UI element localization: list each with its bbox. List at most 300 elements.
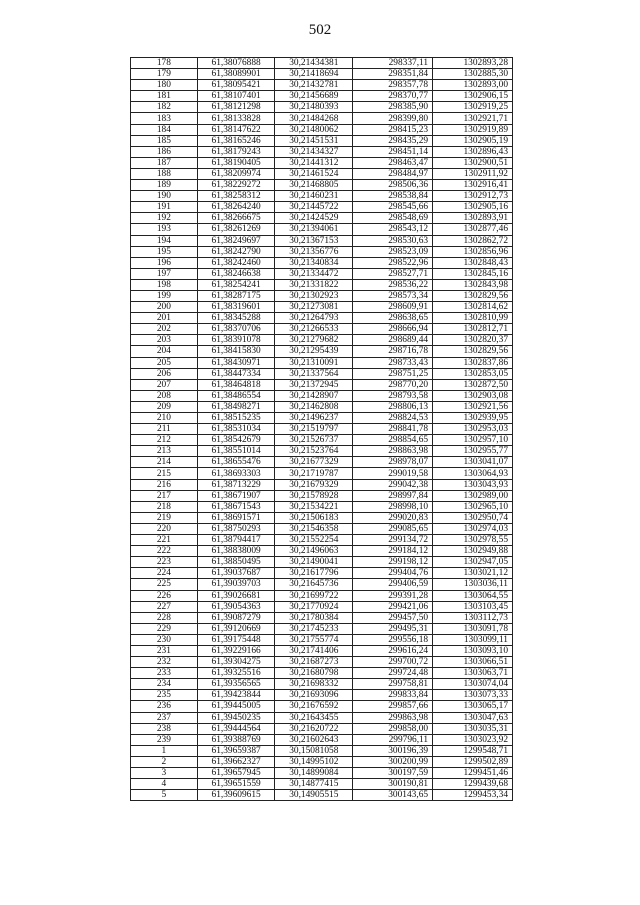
table-cell: 1302872,50	[433, 379, 513, 390]
table-cell: 1302829,56	[433, 346, 513, 357]
table-cell: 298463,47	[353, 157, 433, 168]
table-cell: 30,21770924	[275, 601, 353, 612]
table-row	[131, 790, 513, 801]
table-cell: 30,15081058	[275, 745, 353, 756]
table-cell: 1302877,46	[433, 224, 513, 235]
table-cell: 1299502,89	[433, 756, 513, 767]
coordinates-table-body	[131, 58, 513, 801]
table-cell: 239	[131, 734, 198, 745]
table-row	[131, 623, 513, 634]
table-cell: 1303064,93	[433, 468, 513, 479]
table-cell: 178	[131, 58, 198, 69]
table-cell: 61,38655476	[197, 457, 275, 468]
table-cell: 210	[131, 413, 198, 424]
table-cell: 30,21266533	[275, 324, 353, 335]
table-cell: 30,21519797	[275, 424, 353, 435]
table-cell: 30,21445722	[275, 202, 353, 213]
table-cell: 298536,22	[353, 279, 433, 290]
table-cell: 300190,81	[353, 779, 433, 790]
table-cell: 203	[131, 335, 198, 346]
table-cell: 30,21617796	[275, 568, 353, 579]
table-cell: 1302919,25	[433, 102, 513, 113]
table-row	[131, 657, 513, 668]
table-row	[131, 501, 513, 512]
table-cell: 61,38107401	[197, 91, 275, 102]
table-cell: 61,39445005	[197, 701, 275, 712]
table-row	[131, 468, 513, 479]
table-cell: 299858,00	[353, 723, 433, 734]
table-cell: 298351,84	[353, 69, 433, 80]
table-cell: 30,21699722	[275, 590, 353, 601]
table-cell: 61,39651559	[197, 779, 275, 790]
table-row	[131, 102, 513, 113]
table-cell: 30,14995102	[275, 756, 353, 767]
table-cell: 298357,78	[353, 80, 433, 91]
table-cell: 61,38713229	[197, 479, 275, 490]
table-cell: 229	[131, 623, 198, 634]
table-row	[131, 357, 513, 368]
table-cell: 5	[131, 790, 198, 801]
table-cell: 300200,99	[353, 756, 433, 767]
table-cell: 30,21356776	[275, 246, 353, 257]
table-cell: 299134,72	[353, 535, 433, 546]
table-row	[131, 290, 513, 301]
table-cell: 236	[131, 701, 198, 712]
table-cell: 61,38693303	[197, 468, 275, 479]
table-cell: 30,21552254	[275, 535, 353, 546]
table-cell: 219	[131, 512, 198, 523]
table-row	[131, 568, 513, 579]
table-cell: 1303047,63	[433, 712, 513, 723]
table-cell: 3	[131, 768, 198, 779]
table-cell: 61,38370706	[197, 324, 275, 335]
table-cell: 181	[131, 91, 198, 102]
table-cell: 200	[131, 302, 198, 313]
table-cell: 30,21680798	[275, 668, 353, 679]
table-cell: 1302921,71	[433, 113, 513, 124]
table-cell: 299019,58	[353, 468, 433, 479]
table-cell: 30,21643455	[275, 712, 353, 723]
table-cell: 1302893,00	[433, 80, 513, 91]
table-cell: 30,21523764	[275, 446, 353, 457]
table-cell: 61,39444564	[197, 723, 275, 734]
table-cell: 298573,34	[353, 290, 433, 301]
table-cell: 215	[131, 468, 198, 479]
table-row	[131, 324, 513, 335]
table-cell: 30,21456689	[275, 91, 353, 102]
table-cell: 1303063,71	[433, 668, 513, 679]
table-cell: 30,21693096	[275, 690, 353, 701]
table-cell: 216	[131, 479, 198, 490]
table-cell: 232	[131, 657, 198, 668]
table-cell: 1302905,16	[433, 202, 513, 213]
table-cell: 298337,11	[353, 58, 433, 69]
table-cell: 30,21279682	[275, 335, 353, 346]
table-cell: 61,39659387	[197, 745, 275, 756]
table-cell: 61,38261269	[197, 224, 275, 235]
table-cell: 298523,09	[353, 246, 433, 257]
table-cell: 61,38531034	[197, 424, 275, 435]
table-cell: 1299548,71	[433, 745, 513, 756]
table-cell: 224	[131, 568, 198, 579]
table-cell: 30,21367153	[275, 235, 353, 246]
table-cell: 1302893,91	[433, 213, 513, 224]
table-cell: 199	[131, 290, 198, 301]
table-cell: 30,21372945	[275, 379, 353, 390]
table-cell: 188	[131, 168, 198, 179]
table-cell: 1302916,41	[433, 180, 513, 191]
table-cell: 179	[131, 69, 198, 80]
table-cell: 30,21496237	[275, 413, 353, 424]
table-cell: 1303074,04	[433, 679, 513, 690]
table-row	[131, 113, 513, 124]
table-cell: 1302974,03	[433, 523, 513, 534]
table-cell: 211	[131, 424, 198, 435]
table-row	[131, 80, 513, 91]
table-cell: 1302820,37	[433, 335, 513, 346]
table-cell: 1302905,19	[433, 135, 513, 146]
table-cell: 61,38133828	[197, 113, 275, 124]
table-cell: 61,38287175	[197, 290, 275, 301]
table-cell: 61,39087279	[197, 612, 275, 623]
table-cell: 190	[131, 191, 198, 202]
table-cell: 61,38179243	[197, 146, 275, 157]
table-cell: 61,39026681	[197, 590, 275, 601]
table-cell: 30,21745233	[275, 623, 353, 634]
table-row	[131, 668, 513, 679]
table-cell: 30,21460231	[275, 191, 353, 202]
table-cell: 1303036,11	[433, 579, 513, 590]
table-cell: 30,21480393	[275, 102, 353, 113]
table-cell: 61,39356565	[197, 679, 275, 690]
table-cell: 1303073,33	[433, 690, 513, 701]
table-cell: 30,21676592	[275, 701, 353, 712]
table-cell: 1302953,03	[433, 424, 513, 435]
table-cell: 30,21264793	[275, 313, 353, 324]
table-cell: 1303066,51	[433, 657, 513, 668]
table-cell: 207	[131, 379, 198, 390]
table-cell: 213	[131, 446, 198, 457]
table-cell: 30,21424529	[275, 213, 353, 224]
table-cell: 30,21302923	[275, 290, 353, 301]
table-cell: 30,14905515	[275, 790, 353, 801]
table-cell: 61,38229272	[197, 180, 275, 191]
table-cell: 300143,65	[353, 790, 433, 801]
table-cell: 61,38190405	[197, 157, 275, 168]
table-cell: 30,21434327	[275, 146, 353, 157]
table-cell: 61,39450235	[197, 712, 275, 723]
table-cell: 298543,12	[353, 224, 433, 235]
table-cell: 225	[131, 579, 198, 590]
table-cell: 30,21340834	[275, 257, 353, 268]
table-cell: 30,21434381	[275, 58, 353, 69]
table-cell: 61,38319601	[197, 302, 275, 313]
table-cell: 206	[131, 368, 198, 379]
table-cell: 299833,84	[353, 690, 433, 701]
table-cell: 30,21677329	[275, 457, 353, 468]
table-cell: 205	[131, 357, 198, 368]
table-cell: 30,21394061	[275, 224, 353, 235]
table-row	[131, 512, 513, 523]
table-cell: 192	[131, 213, 198, 224]
table-cell: 30,21334472	[275, 268, 353, 279]
table-cell: 194	[131, 235, 198, 246]
table-cell: 298666,94	[353, 324, 433, 335]
table-cell: 1299439,68	[433, 779, 513, 790]
table-cell: 298399,80	[353, 113, 433, 124]
table-cell: 1302814,62	[433, 302, 513, 313]
table-row	[131, 213, 513, 224]
table-cell: 61,38447334	[197, 368, 275, 379]
table-cell: 30,21273081	[275, 302, 353, 313]
table-row	[131, 523, 513, 534]
table-cell: 299495,31	[353, 623, 433, 634]
table-cell: 218	[131, 501, 198, 512]
table-cell: 61,38266675	[197, 213, 275, 224]
table-cell: 1302906,15	[433, 91, 513, 102]
table-cell: 30,21441312	[275, 157, 353, 168]
table-cell: 1302893,28	[433, 58, 513, 69]
table-cell: 4	[131, 779, 198, 790]
table-cell: 201	[131, 313, 198, 324]
table-cell: 30,21546358	[275, 523, 353, 534]
table-cell: 298733,43	[353, 357, 433, 368]
table-cell: 298841,78	[353, 424, 433, 435]
table-cell: 197	[131, 268, 198, 279]
table-cell: 1302812,71	[433, 324, 513, 335]
table-row	[131, 302, 513, 313]
table-cell: 30,21468805	[275, 180, 353, 191]
table-cell: 30,21687273	[275, 657, 353, 668]
table-cell: 61,38691571	[197, 512, 275, 523]
table-cell: 30,21620722	[275, 723, 353, 734]
table-cell: 1302989,00	[433, 490, 513, 501]
table-cell: 30,21506183	[275, 512, 353, 523]
table-cell: 30,21741406	[275, 645, 353, 656]
table-cell: 61,38242460	[197, 257, 275, 268]
table-cell: 1303035,31	[433, 723, 513, 734]
table-row	[131, 590, 513, 601]
table-row	[131, 69, 513, 80]
table-cell: 299042,38	[353, 479, 433, 490]
table-cell: 298385,90	[353, 102, 433, 113]
table-cell: 30,21331822	[275, 279, 353, 290]
table-cell: 1302949,88	[433, 546, 513, 557]
table-cell: 1302955,77	[433, 446, 513, 457]
table-cell: 298751,25	[353, 368, 433, 379]
table-cell: 30,21719787	[275, 468, 353, 479]
table-row	[131, 279, 513, 290]
table-cell: 233	[131, 668, 198, 679]
table-cell: 1302939,95	[433, 413, 513, 424]
table-cell: 61,38551014	[197, 446, 275, 457]
table-cell: 299556,18	[353, 634, 433, 645]
table-cell: 61,38147622	[197, 124, 275, 135]
table-cell: 30,21780384	[275, 612, 353, 623]
table-cell: 1302853,05	[433, 368, 513, 379]
table-cell: 61,39657945	[197, 768, 275, 779]
table-cell: 298854,65	[353, 435, 433, 446]
table-cell: 299421,06	[353, 601, 433, 612]
table-cell: 298415,23	[353, 124, 433, 135]
table-row	[131, 601, 513, 612]
table-cell: 61,38076888	[197, 58, 275, 69]
table-cell: 61,38242790	[197, 246, 275, 257]
table-cell: 1302843,98	[433, 279, 513, 290]
table-cell: 61,38264240	[197, 202, 275, 213]
table-cell: 1302947,05	[433, 557, 513, 568]
table-cell: 180	[131, 80, 198, 91]
table-row	[131, 645, 513, 656]
table-cell: 61,39120669	[197, 623, 275, 634]
table-cell: 1302862,72	[433, 235, 513, 246]
table-cell: 61,38838009	[197, 546, 275, 557]
table-cell: 299020,83	[353, 512, 433, 523]
table-cell: 30,21679329	[275, 479, 353, 490]
table-cell: 30,21310091	[275, 357, 353, 368]
table-cell: 209	[131, 401, 198, 412]
table-row	[131, 768, 513, 779]
table-row	[131, 135, 513, 146]
table-cell: 30,21645736	[275, 579, 353, 590]
table-row	[131, 546, 513, 557]
table-cell: 1302896,43	[433, 146, 513, 157]
table-cell: 1303091,78	[433, 623, 513, 634]
table-cell: 221	[131, 535, 198, 546]
table-row	[131, 779, 513, 790]
table-cell: 1302978,55	[433, 535, 513, 546]
table-row	[131, 246, 513, 257]
table-row	[131, 235, 513, 246]
table-cell: 30,21461524	[275, 168, 353, 179]
table-cell: 61,38254241	[197, 279, 275, 290]
table-cell: 299616,24	[353, 645, 433, 656]
table-cell: 30,21337564	[275, 368, 353, 379]
table-cell: 61,39054363	[197, 601, 275, 612]
table-row	[131, 701, 513, 712]
table-cell: 227	[131, 601, 198, 612]
table-cell: 298545,66	[353, 202, 433, 213]
table-cell: 30,21418694	[275, 69, 353, 80]
table-cell: 30,21490041	[275, 557, 353, 568]
table-cell: 182	[131, 102, 198, 113]
table-cell: 1303093,10	[433, 645, 513, 656]
table-cell: 30,21698332	[275, 679, 353, 690]
table-cell: 220	[131, 523, 198, 534]
table-cell: 1303043,93	[433, 479, 513, 490]
table-cell: 184	[131, 124, 198, 135]
table-row	[131, 413, 513, 424]
table-cell: 61,38095421	[197, 80, 275, 91]
table-cell: 30,21755774	[275, 634, 353, 645]
table-cell: 1303112,73	[433, 612, 513, 623]
table-cell: 299796,11	[353, 734, 433, 745]
table-row	[131, 679, 513, 690]
table-cell: 61,38671907	[197, 490, 275, 501]
table-row	[131, 180, 513, 191]
table-cell: 183	[131, 113, 198, 124]
table-row	[131, 257, 513, 268]
table-cell: 61,39229166	[197, 645, 275, 656]
table-cell: 30,21295439	[275, 346, 353, 357]
table-cell: 30,21451531	[275, 135, 353, 146]
table-row	[131, 756, 513, 767]
table-cell: 1302856,96	[433, 246, 513, 257]
table-cell: 299085,65	[353, 523, 433, 534]
table-cell: 61,38750293	[197, 523, 275, 534]
table-cell: 61,38165246	[197, 135, 275, 146]
table-row	[131, 401, 513, 412]
table-cell: 61,38246638	[197, 268, 275, 279]
table-cell: 196	[131, 257, 198, 268]
table-cell: 61,38850495	[197, 557, 275, 568]
table-cell: 30,21602643	[275, 734, 353, 745]
table-cell: 1302921,56	[433, 401, 513, 412]
table-cell: 299391,28	[353, 590, 433, 601]
table-cell: 212	[131, 435, 198, 446]
table-cell: 208	[131, 390, 198, 401]
table-cell: 299198,12	[353, 557, 433, 568]
table-cell: 1302911,92	[433, 168, 513, 179]
table-row	[131, 313, 513, 324]
table-row	[131, 124, 513, 135]
table-row	[131, 335, 513, 346]
table-row	[131, 379, 513, 390]
table-cell: 300196,39	[353, 745, 433, 756]
table-cell: 1302845,16	[433, 268, 513, 279]
table-cell: 30,21480062	[275, 124, 353, 135]
table-cell: 1302957,10	[433, 435, 513, 446]
table-cell: 299857,66	[353, 701, 433, 712]
table-cell: 1302965,10	[433, 501, 513, 512]
table-cell: 1302919,89	[433, 124, 513, 135]
table-cell: 61,39423844	[197, 690, 275, 701]
table-cell: 1303065,17	[433, 701, 513, 712]
table-cell: 298484,97	[353, 168, 433, 179]
table-cell: 298609,91	[353, 302, 433, 313]
table-cell: 1302912,73	[433, 191, 513, 202]
table-cell: 1302837,86	[433, 357, 513, 368]
table-cell: 217	[131, 490, 198, 501]
table-cell: 61,38089901	[197, 69, 275, 80]
table-cell: 1302903,08	[433, 390, 513, 401]
table-row	[131, 457, 513, 468]
table-cell: 61,39609615	[197, 790, 275, 801]
table-cell: 298689,44	[353, 335, 433, 346]
table-cell: 223	[131, 557, 198, 568]
table-cell: 61,39175448	[197, 634, 275, 645]
table-cell: 61,39662327	[197, 756, 275, 767]
table-cell: 299184,12	[353, 546, 433, 557]
table-cell: 30,21432781	[275, 80, 353, 91]
table-cell: 1302900,51	[433, 157, 513, 168]
table-cell: 1302848,43	[433, 257, 513, 268]
table-cell: 298538,84	[353, 191, 433, 202]
table-cell: 30,21462808	[275, 401, 353, 412]
table-row	[131, 634, 513, 645]
table-cell: 185	[131, 135, 198, 146]
table-row	[131, 424, 513, 435]
table-row	[131, 723, 513, 734]
table-cell: 1303064,55	[433, 590, 513, 601]
table-cell: 298716,78	[353, 346, 433, 357]
table-cell: 298638,65	[353, 313, 433, 324]
table-row	[131, 745, 513, 756]
table-cell: 222	[131, 546, 198, 557]
table-cell: 61,39037687	[197, 568, 275, 579]
table-row	[131, 579, 513, 590]
table-cell: 298978,07	[353, 457, 433, 468]
